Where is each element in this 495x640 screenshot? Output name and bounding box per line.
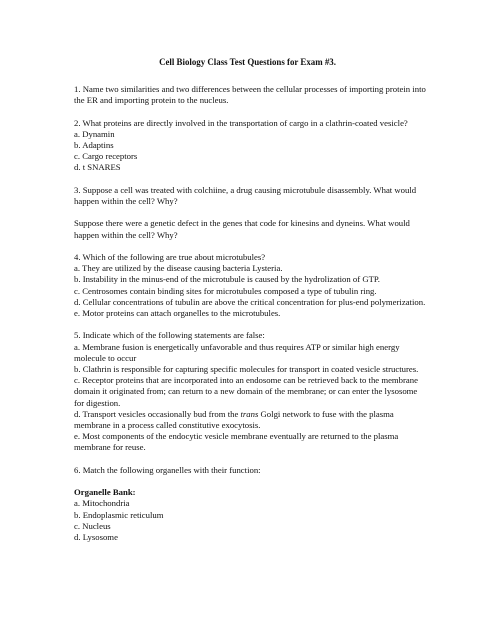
organelle-bank-item-a: a. Mitochondria: [74, 498, 130, 509]
question-4-option-c: c. Centrosomes contain binding sites for microtubules composed a type of tubulin ring.: [74, 285, 377, 296]
question-2-option-b: b. Adaptins: [74, 140, 114, 150]
question-2-option-c: c. Cargo receptors: [74, 151, 138, 162]
question-5-option-e: e. Most components of the endocytic vesicle membrane eventually are returned to the plasma membrane for reuse.: [74, 431, 399, 453]
organelle-bank-item-c: c. Nucleus: [74, 520, 111, 531]
question-1: [74, 84, 428, 106]
question-2: [74, 118, 428, 174]
question-5-option-d: [74, 409, 428, 431]
question-3-text: 3. Suppose a cell was treated with colchiine, a drug causing microtubule disassembly. What would happen within the cell? Why?: [74, 184, 417, 206]
organelle-bank: [74, 487, 428, 543]
question-4: [74, 252, 428, 319]
question-1-text: 1. Name two similarities and two differences between the cellular processes of importing protein into the ER and importing protein to the nucleus.: [74, 84, 426, 106]
question-6: [74, 465, 428, 476]
question-4-option-d: d. Cellular concentrations of tubulin are above the critical concentration for plus-end polymerization.: [74, 296, 426, 307]
question-4-option-b: b. Instability in the minus-end of the microtubule is caused by the hydrolization of GTP.: [74, 274, 380, 285]
question-4-option-e: e. Motor proteins can attach organelles to the microtubules.: [74, 308, 281, 318]
organelle-bank-item-d: d. Lysosome: [74, 532, 118, 543]
question-5: [74, 330, 428, 453]
question-2-option-a: a. Dynamin: [74, 128, 115, 139]
question-4-text: 4. Which of the following are true about microtubules?: [74, 251, 266, 262]
question-2-option-d: d. t SNARES: [74, 162, 121, 173]
question-3-followup-text: Suppose there were a genetic defect in the genes that code for kinesins and dyneins. What would happen within the cell? Why?: [74, 218, 410, 240]
question-2-text: 2. What proteins are directly involved in the transportation of cargo in a clathrin-coated vesicle?: [74, 117, 408, 128]
organelle-bank-heading: Organelle Bank:: [74, 487, 136, 498]
question-5-option-b: b. Clathrin is responsible for capturing specific molecules for transport in coated vesicle structures.: [74, 364, 419, 374]
question-5-text: 5. Indicate which of the following statements are false:: [74, 330, 265, 341]
question-5-option-d-end: Golgi network to fuse with the plasma membrane in a process called constitutive exocytosis.: [74, 408, 394, 431]
questions-body: [74, 84, 428, 554]
document-title: Cell Biology Class Test Questions for Exam #3.: [159, 57, 336, 67]
question-5-option-c: c. Receptor proteins that are incorporated into an endosome can be retrieved back to the membrane domain it originated from; can return to a new domain of the membrane; or can enter the lysosome for digestion.: [74, 375, 418, 408]
question-3-followup: [74, 218, 428, 240]
question-3: [74, 185, 428, 207]
question-4-option-a: a. They are utilized by the disease causing bacteria Lysteria.: [74, 263, 283, 274]
organelle-bank-item-b: b. Endoplasmic reticulum: [74, 509, 164, 520]
question-5-option-d-start: d. Transport vesicles occasionally bud from the: [74, 408, 241, 419]
question-6-text: 6. Match the following organelles with their function:: [74, 464, 261, 475]
question-5-option-a: a. Membrane fusion is energetically unfavorable and thus requires ATP or similar high energy molecule to occur: [74, 341, 400, 363]
question-5-option-d-italic: trans: [240, 408, 259, 419]
